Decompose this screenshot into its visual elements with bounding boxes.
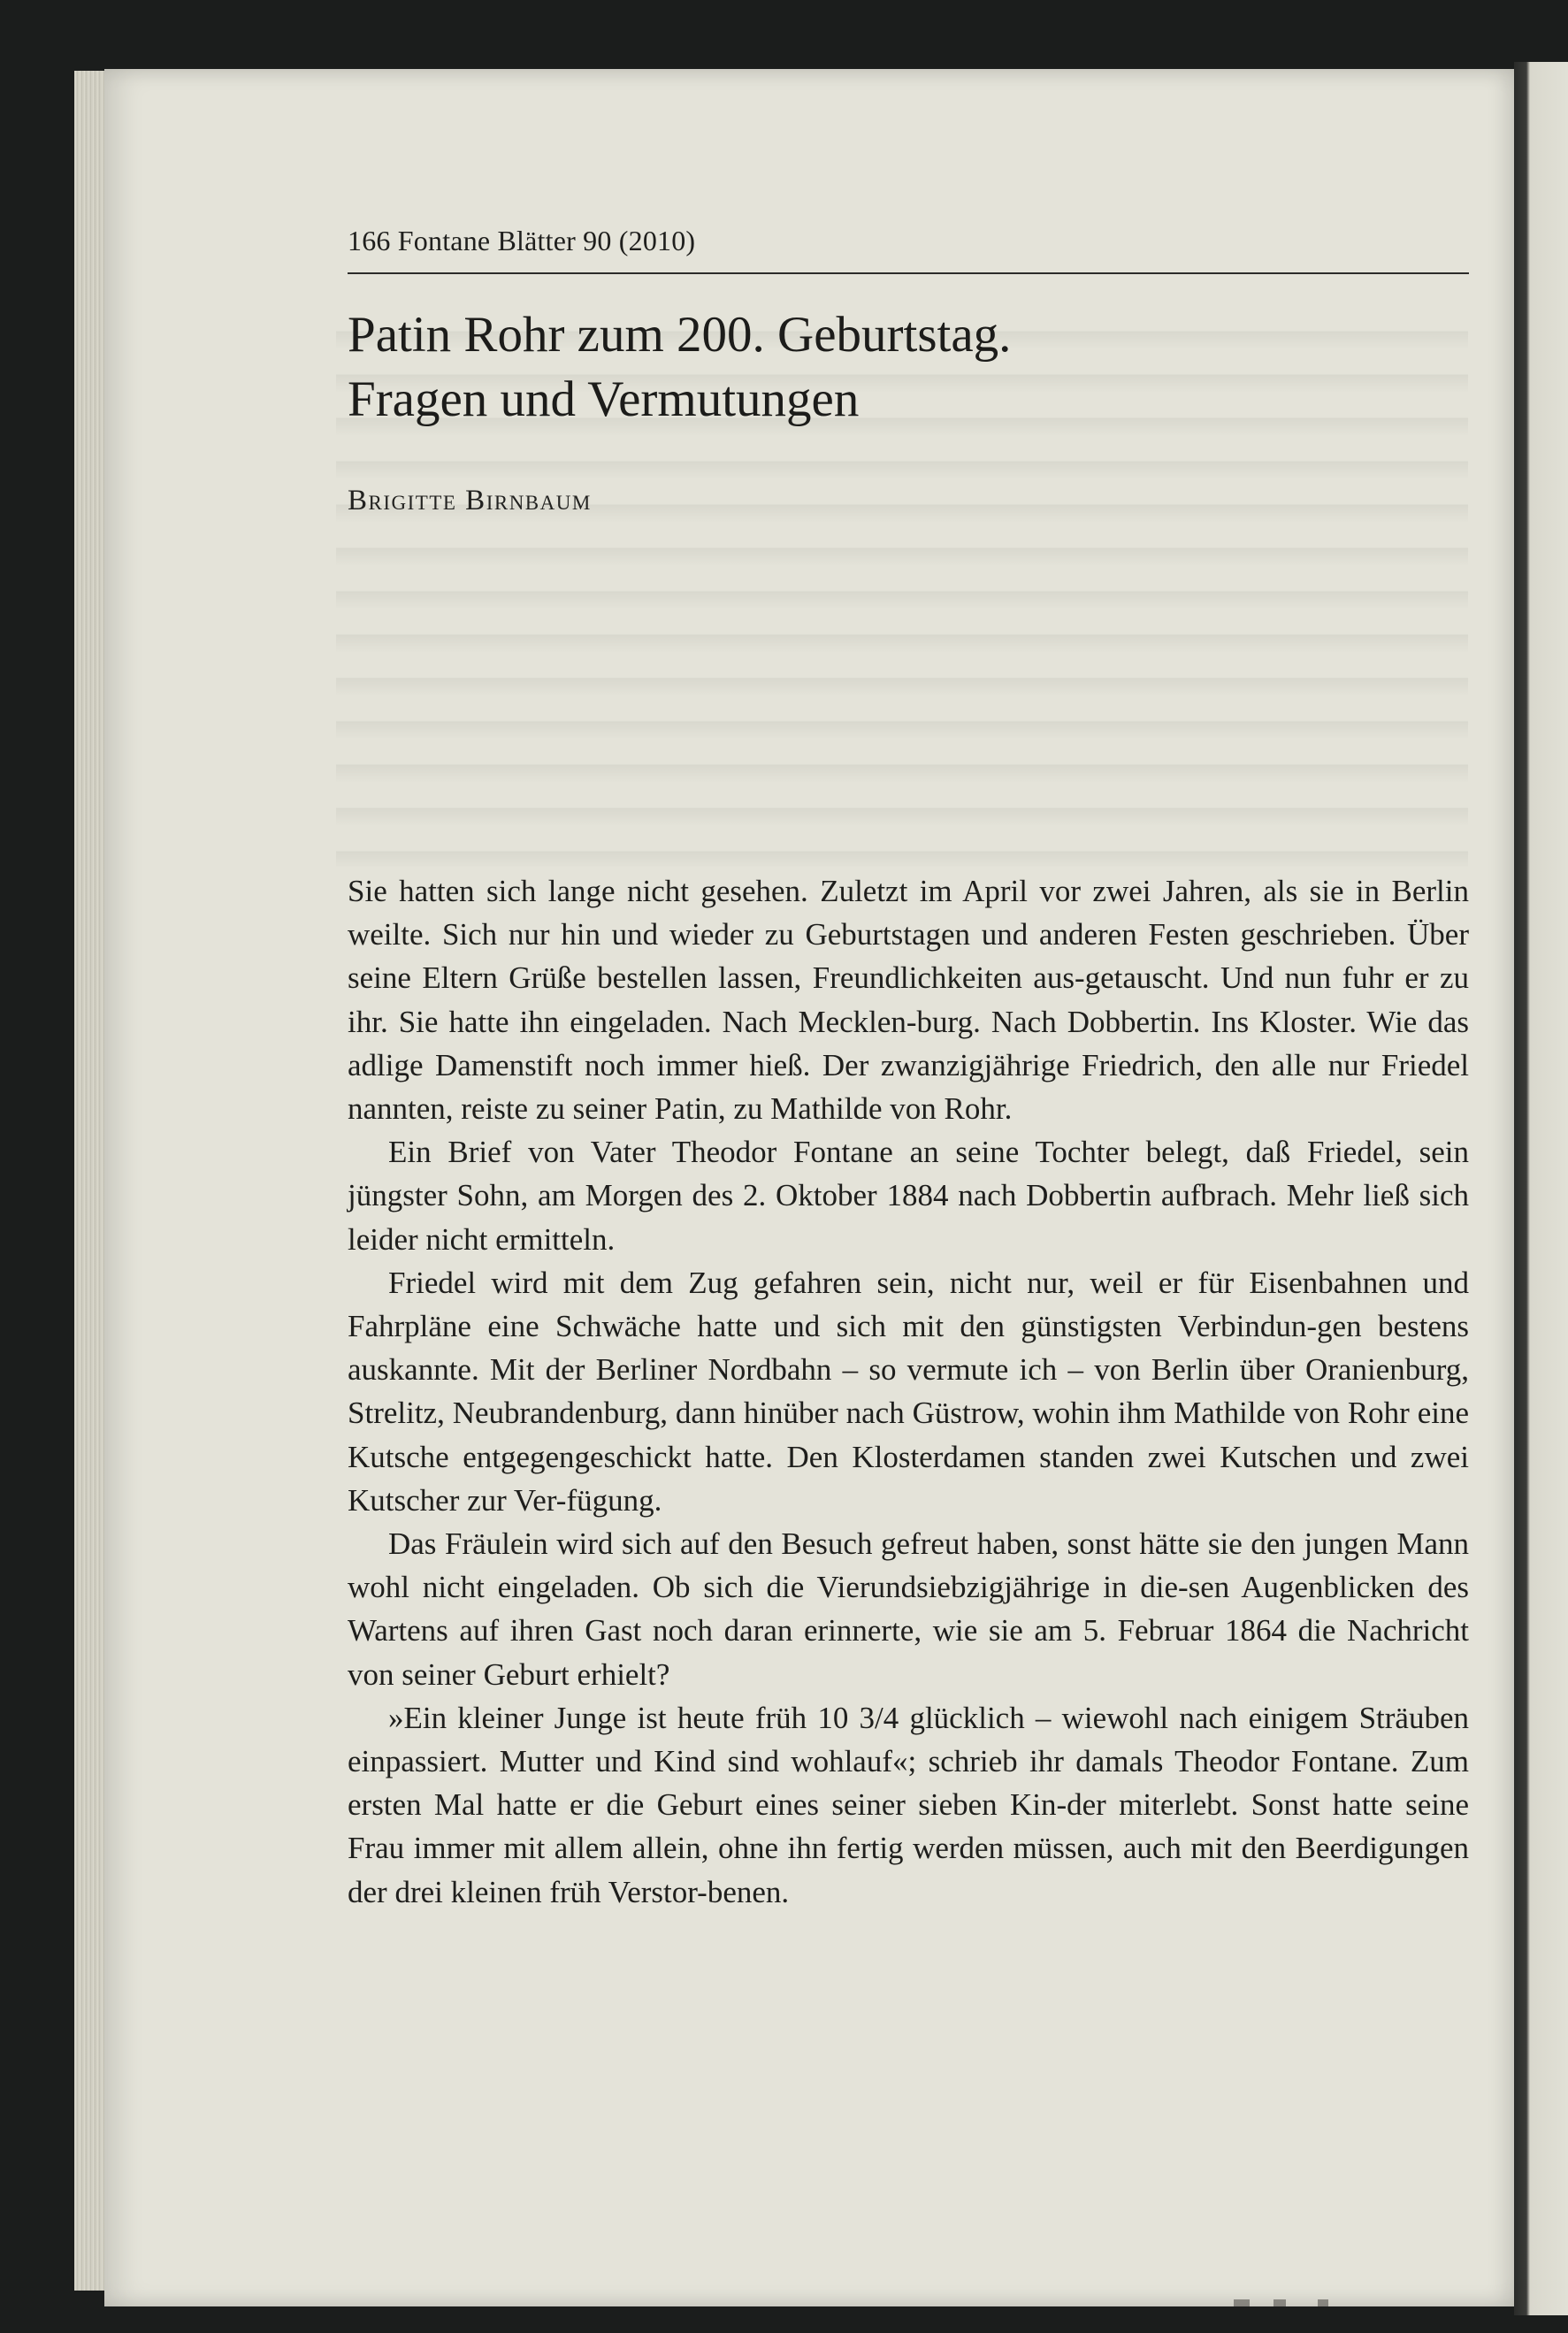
paragraph: »Ein kleiner Junge ist heute früh 10 3/4 glücklich – wiewohl nach einigem Sträuben einpassiert. Mutter und Kind sind wohlauf«; schrieb ihr damals Theodor Fontane. Zum ersten Mal hatte er die Geburt eines seiner sieben Kin-der miterlebt. Sonst hatte seine Frau immer mit allem allein, ohne ihn fertig werden müssen, auch mit den Beerdigungen der drei kleinen früh Verstor-benen.	[348, 1700, 1469, 1909]
article-title	[348, 302, 1469, 432]
running-header	[348, 223, 1469, 274]
scan-mark	[1318, 2299, 1328, 2306]
article-body	[348, 869, 1469, 1914]
page-stack-right-edge	[1514, 62, 1568, 2315]
title-line-2: Fragen und Vermutungen	[348, 371, 860, 427]
paragraph: Ein Brief von Vater Theodor Fontane an seine Tochter belegt, daß Friedel, sein jüngster Sohn, am Morgen des 2. Oktober 1884 nach Dobbertin aufbrach. Mehr ließ sich leider nicht ermitteln.	[348, 1135, 1469, 1257]
paragraph: Friedel wird mit dem Zug gefahren sein, nicht nur, weil er für Eisenbahnen und Fahrpläne eine Schwäche hatte und sich mit den günstigsten Verbindun-gen bestens auskannte. Mit der Berliner Nordbahn – so vermute ich – von Berlin über Oranienburg, Strelitz, Neubrandenburg, dann hinüber nach Güstrow, wohin ihm Mathilde von Rohr eine Kutsche entgegengeschickt hatte. Den Klosterdamen standen zwei Kutschen und zwei Kutscher zur Ver-fügung.	[348, 1265, 1469, 1518]
scan-mark	[1274, 2299, 1286, 2306]
title-line-1: Patin Rohr zum 200. Geburtstag.	[348, 307, 1012, 363]
paragraph: Das Fräulein wird sich auf den Besuch gefreut haben, sonst hätte sie den jungen Mann wohl nicht eingeladen. Ob sich die Vierundsiebzigjährige in die-sen Augenblicken des Wartens auf ihren Gast noch daran erinnerte, wie sie am 5. Februar 1864 die Nachricht von seiner Geburt erhielt?	[348, 1526, 1469, 1692]
header-text: 166 Fontane Blätter 90 (2010)	[348, 225, 696, 256]
paragraph: Sie hatten sich lange nicht gesehen. Zuletzt im April vor zwei Jahren, als sie in Berlin weilte. Sich nur hin und wieder zu Geburtstagen und anderen Festen geschrieben. Über seine Eltern Grüße bestellen lassen, Freundlichkeiten aus-getauscht. Und nun fuhr er zu ihr. Sie hatte ihn eingeladen. Nach Mecklen-burg. Nach Dobbertin. Ins Kloster. Wie das adlige Damenstift noch immer hieß. Der zwanzigjährige Friedrich, den alle nur Friedel nannten, reiste zu seiner Patin, zu Mathilde von Rohr.	[348, 874, 1469, 1127]
scan-mark	[1234, 2299, 1250, 2306]
author-name: Brigitte Birnbaum	[348, 485, 592, 516]
